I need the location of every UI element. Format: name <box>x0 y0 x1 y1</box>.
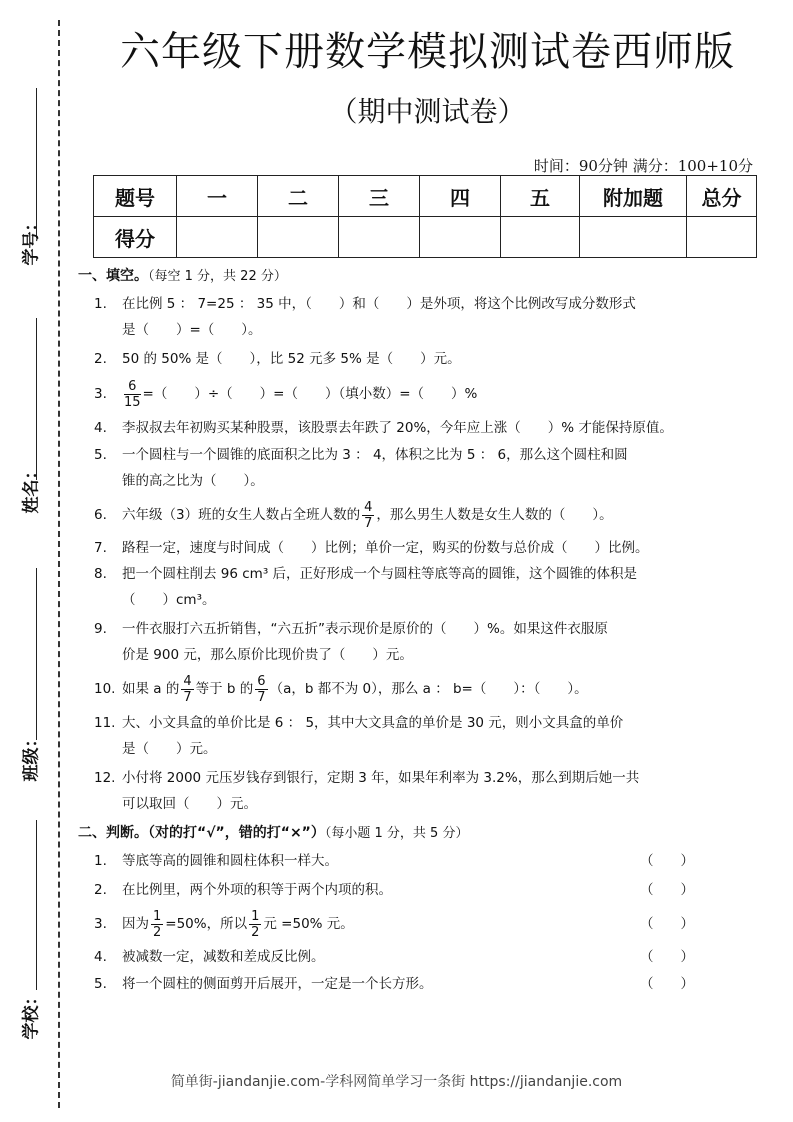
score-cell[interactable] <box>258 217 339 258</box>
fraction <box>181 674 193 705</box>
score-table <box>93 175 757 258</box>
fraction-numerator: 1 <box>153 908 162 924</box>
fraction-numerator: 4 <box>364 499 373 515</box>
question-text: 锥的高之比为（ ）。 <box>122 473 264 489</box>
question-body <box>78 264 718 997</box>
question-number: 6. <box>94 507 107 523</box>
name-field[interactable] <box>36 318 57 480</box>
judge-3 <box>78 907 718 941</box>
fraction <box>362 500 374 531</box>
score-cell[interactable] <box>339 217 420 258</box>
question-text: =50%，所以 <box>165 916 248 932</box>
student-id-label: 学号： <box>21 214 42 266</box>
fraction <box>249 909 261 940</box>
question-number: 10. <box>94 681 116 697</box>
question-text: 把一个圆柱削去 96 cm³ 后，正好形成一个与圆柱等底等高的圆锥，这个圆锥的体积是 <box>122 566 638 582</box>
header-cell: 总分 <box>687 176 757 217</box>
fraction <box>151 909 163 940</box>
question-text: 一件衣服打六五折销售，“六五折”表示现价是原价的（ ）%。如果这件衣服原 <box>122 621 608 637</box>
answer-parentheses[interactable]: （ ） <box>640 882 694 898</box>
question-number: 12. <box>94 770 116 786</box>
question-text: 小付将 2000 元压岁钱存到银行，定期 3 年，如果年利率为 3.2%，那么到期后她一共 <box>122 770 640 786</box>
score-table-score-row <box>94 217 757 258</box>
question-text: 等底等高的圆锥和圆柱体积一样大。 <box>122 853 338 869</box>
section-2-title: 二、判断。（对的打“√”，错的打“×”） <box>78 825 325 841</box>
score-cell[interactable] <box>580 217 687 258</box>
question-text: 大、小文具盒的单价比是 6 ： 5，其中大文具盒的单价是 30 元，则小文具盒的单价 <box>122 715 624 731</box>
question-text: 李叔叔去年初购买某种股票，该股票去年跌了 20%，今年应上涨（ ）% 才能保持原值。 <box>122 420 673 436</box>
question-text: 将一个圆柱的侧面剪开后展开，一定是一个长方形。 <box>122 976 433 992</box>
judge-1 <box>78 848 718 874</box>
header-cell: 附加题 <box>580 176 687 217</box>
header-cell: 三 <box>339 176 420 217</box>
header-cell: 题号 <box>94 176 177 217</box>
question-4 <box>78 415 718 441</box>
question-number: 5. <box>94 447 107 463</box>
question-number: 3. <box>94 916 107 932</box>
school-field[interactable] <box>36 820 57 990</box>
header-cell: 四 <box>420 176 501 217</box>
footer-watermark: 简单街-jiandanjie.com-学科网简单学习一条街 https://jiandanjie.com <box>170 1074 623 1090</box>
question-text: 是（ ）元。 <box>122 741 217 757</box>
question-number: 1. <box>94 853 107 869</box>
question-number: 4. <box>94 949 107 965</box>
score-table-header-row <box>94 176 757 217</box>
question-text: 50 的 50% 是（ ），比 52 元多 5% 是（ ）元。 <box>122 351 461 367</box>
question-number: 2. <box>94 351 107 367</box>
fraction <box>124 379 141 410</box>
question-text: 如果 a 的 <box>122 681 180 697</box>
question-text: 元 =50% 元。 <box>263 916 354 932</box>
question-text: 价是 900 元，那么原价比现价贵了（ ）元。 <box>122 647 413 663</box>
section-2-note: （每小题 1 分，共 5 分） <box>324 826 469 841</box>
answer-parentheses[interactable]: （ ） <box>640 853 694 869</box>
question-number: 4. <box>94 420 107 436</box>
score-cell[interactable] <box>177 217 258 258</box>
section-2-heading <box>78 821 718 845</box>
question-text: （ ）cm³。 <box>122 592 216 608</box>
question-6 <box>78 498 718 532</box>
binding-margin <box>0 0 70 1122</box>
question-7 <box>78 535 718 561</box>
question-text: ，那么男生人数是女生人数的（ ）。 <box>376 507 613 523</box>
fraction-denominator: 15 <box>124 394 141 410</box>
question-text: 因为 <box>122 916 149 932</box>
fraction-denominator: 7 <box>364 515 373 531</box>
header-cell: 一 <box>177 176 258 217</box>
cut-line <box>58 20 60 1108</box>
fraction-numerator: 6 <box>124 379 141 395</box>
answer-parentheses[interactable]: （ ） <box>640 949 694 965</box>
question-1 <box>78 291 718 343</box>
score-cell[interactable] <box>501 217 580 258</box>
page-title: 六年级下册数学模拟测试卷西师版 <box>120 29 735 75</box>
judge-5 <box>78 971 718 997</box>
name-label: 姓名： <box>21 462 42 514</box>
question-text: 被减数一定，减数和差成反比例。 <box>122 949 325 965</box>
question-text: =（ ）÷（ ）=（ ）（填小数）=（ ）% <box>142 386 478 402</box>
question-10 <box>78 672 718 706</box>
fraction-numerator: 6 <box>257 673 266 689</box>
question-text: 可以取回（ ）元。 <box>122 796 257 812</box>
score-cell[interactable] <box>420 217 501 258</box>
question-11 <box>78 710 718 762</box>
question-number: 5. <box>94 976 107 992</box>
school-label: 学校： <box>21 988 42 1040</box>
question-text: 在比例 5 ： 7=25 ： 35 中，（ ）和（ ）是外项，将这个比例改写成分数形式 <box>122 296 636 312</box>
header-cell: 五 <box>501 176 580 217</box>
fraction-denominator: 7 <box>183 689 192 705</box>
fraction-numerator: 4 <box>183 673 192 689</box>
question-2 <box>78 346 718 372</box>
judge-4 <box>78 944 718 970</box>
score-cell[interactable] <box>687 217 757 258</box>
question-number: 3. <box>94 386 107 402</box>
answer-parentheses[interactable]: （ ） <box>640 976 694 992</box>
question-text: 六年级（3）班的女生人数占全班人数的 <box>122 507 361 523</box>
class-label: 班级： <box>21 730 42 782</box>
question-text: 是（ ）=（ ）。 <box>122 322 262 338</box>
question-text: （a，b 都不为 0），那么 a ： b=（ ）：（ ）。 <box>269 681 588 697</box>
question-number: 9. <box>94 621 107 637</box>
section-1-title: 一、填空。 <box>78 268 148 284</box>
fraction-denominator: 7 <box>257 689 266 705</box>
question-number: 2. <box>94 882 107 898</box>
question-9 <box>78 616 718 668</box>
answer-parentheses[interactable]: （ ） <box>640 916 694 932</box>
fraction <box>255 674 267 705</box>
question-8 <box>78 561 718 613</box>
fraction-denominator: 2 <box>153 924 162 940</box>
question-text: 路程一定，速度与时间成（ ）比例；单价一定，购买的份数与总价成（ ）比例。 <box>122 540 649 556</box>
question-number: 1. <box>94 296 107 312</box>
header-cell: 二 <box>258 176 339 217</box>
class-field[interactable] <box>36 568 57 740</box>
section-1-note: （每空 1 分，共 22 分） <box>148 269 287 284</box>
question-3 <box>78 377 718 411</box>
fraction-numerator: 1 <box>251 908 260 924</box>
score-row-label: 得分 <box>94 217 177 258</box>
question-text: 等于 b 的 <box>195 681 254 697</box>
question-text: 一个圆柱与一个圆锥的底面积之比为 3 ： 4，体积之比为 5 ： 6，那么这个圆柱和圆 <box>122 447 628 463</box>
page-subtitle: （期中测试卷） <box>329 95 526 128</box>
time-info: 时间：90分钟 满分：100+10分 <box>533 157 753 175</box>
question-number: 11. <box>94 715 116 731</box>
question-12 <box>78 765 718 817</box>
question-5 <box>78 442 718 494</box>
judge-2 <box>78 877 718 903</box>
section-1-heading <box>78 264 718 288</box>
question-number: 7. <box>94 540 107 556</box>
question-text: 在比例里，两个外项的积等于两个内项的积。 <box>122 882 392 898</box>
question-number: 8. <box>94 566 107 582</box>
fraction-denominator: 2 <box>251 924 260 940</box>
